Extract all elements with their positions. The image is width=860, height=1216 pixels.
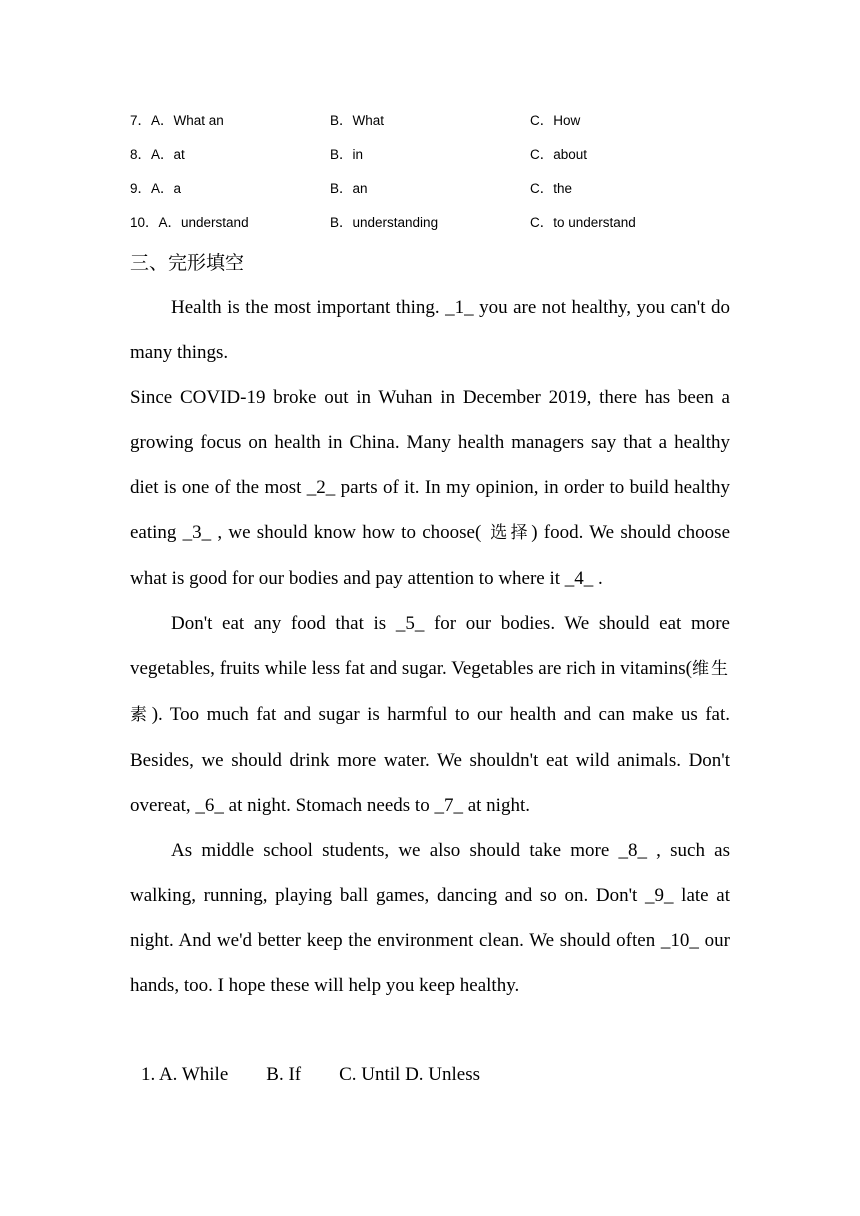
option-b: B. If xyxy=(266,1064,302,1085)
passage-paragraph-1: Health is the most important thing. _1_ you are not healthy, you can't do many things. xyxy=(130,297,730,363)
choice-row-9 xyxy=(130,176,730,210)
paragraph-text: ). Too much fat and sugar is harmful to our health and can make us fat. Besides, we should drink more water. We shouldn't eat wild animals. Don't overeat, _6_ at night. Stomach needs to _7_ at night. xyxy=(130,704,731,816)
option-b: B．an xyxy=(330,181,368,196)
question-1-options xyxy=(141,1052,480,1097)
paragraph-text: Don't eat any food that is _5_ for our bodies. We should eat more vegetables, fruits while less fat and sugar. Vegetables are rich in vitamins( xyxy=(130,613,730,679)
passage-paragraph-4: As middle school students, we also should take more _8_ , such as walking, running, playing ball games, dancing and so on. Don't _9_ late at night. And we'd better keep the environment clean. We should often _10_ our hands, too. I hope these will help you keep healthy. xyxy=(130,840,730,996)
option-b: B．in xyxy=(330,147,364,162)
passage-paragraph-3 xyxy=(130,601,730,828)
option-c: C．to understand xyxy=(530,215,636,230)
section-title: 三、完形填空 xyxy=(130,252,245,274)
option-c: C．the xyxy=(530,181,573,196)
chinese-gloss: 维生素 xyxy=(130,659,731,725)
option-c: C. Until xyxy=(339,1064,401,1085)
paragraph-text: ) food. We should choose what is good for our bodies and pay attention to where it _4_ . xyxy=(130,522,731,589)
choice-row-7 xyxy=(130,108,730,142)
option-a: 9．A．a xyxy=(130,181,182,196)
paragraph-text: Since COVID-19 broke out in Wuhan in December 2019, there has been a growing focus on health in China. Many health managers say that a healthy diet is one of the most _2_ parts of it. In my opinion, in order to build healthy eating _3_ , we should know how to choose( xyxy=(130,387,730,543)
choice-options-block xyxy=(130,108,730,244)
cloze-passage xyxy=(130,285,730,1008)
chinese-gloss-text: 选择 xyxy=(490,523,532,543)
option-d: D. Unless xyxy=(405,1064,481,1085)
choice-row-8 xyxy=(130,142,730,176)
option-b: B．understanding xyxy=(330,215,439,230)
option-a: 7．A．What an xyxy=(130,113,224,128)
option-b: B．What xyxy=(330,113,385,128)
choice-row-10 xyxy=(130,210,730,244)
option-c: C．How xyxy=(530,113,581,128)
option-a: 10．A．understand xyxy=(130,215,249,230)
option-c: C．about xyxy=(530,147,588,162)
passage-paragraph-2 xyxy=(130,375,730,601)
option-a: 1. A. While xyxy=(141,1064,229,1085)
option-a: 8．A．at xyxy=(130,147,185,162)
chinese-gloss xyxy=(481,523,531,543)
